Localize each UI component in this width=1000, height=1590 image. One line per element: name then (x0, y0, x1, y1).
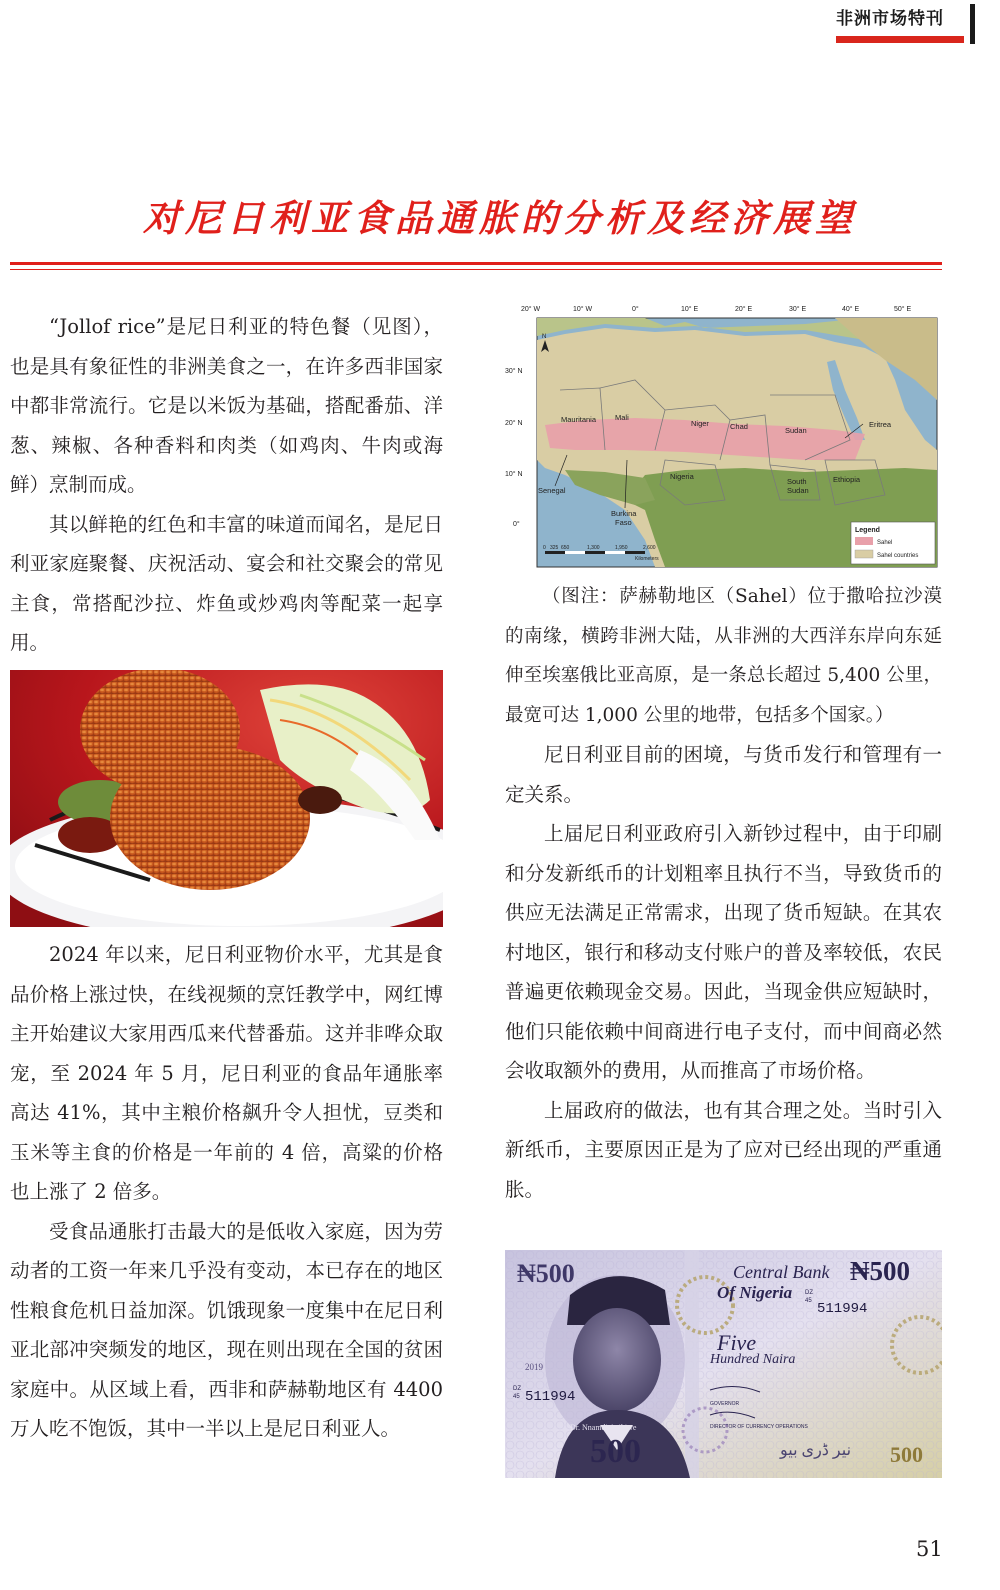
svg-text:1,300: 1,300 (587, 545, 600, 551)
banknote-denomination-left: ₦500 (517, 1259, 575, 1288)
lon-label: 30° E (789, 306, 807, 313)
lon-label: 40° E (842, 306, 860, 313)
svg-text:Sahel: Sahel (877, 540, 893, 546)
map-label-ethiopia: Ethiopia (833, 475, 861, 484)
map-label-chad: Chad (730, 422, 748, 431)
paragraph: 上届尼日利亚政府引入新钞过程中，由于印刷和分发新纸币的计划粗率且执行不当，导致货币的供应无法满足正常需求，出现了货币短缺。在其农村地区，银行和移动支付账户的普及率较低，农民普遍更依赖现金交易。因此，当现金供应短缺时，他们只能依赖中间商进行电子支付，而中间商必然会收取额外的费用，从而推高了市场价格。 (505, 822, 942, 1082)
banknote-value-bottom-left: 500 (590, 1433, 641, 1470)
title-rule-thick (10, 262, 942, 265)
banknote-serial-bottom: 511994 (525, 1389, 576, 1405)
map-label-mauritania: Mauritania (561, 415, 597, 424)
right-column-body (505, 735, 942, 1209)
lat-label: 10° N (505, 471, 523, 478)
svg-text:1,950: 1,950 (615, 545, 628, 551)
svg-text:GOVERNOR: GOVERNOR (710, 1401, 740, 1407)
page-number: 51 (916, 1537, 943, 1561)
banknote-value-bottom-right: 500 (890, 1442, 923, 1467)
lat-label: 0° (513, 521, 520, 528)
svg-text:Kilometers: Kilometers (635, 556, 659, 562)
lon-label: 50° E (894, 306, 912, 313)
paragraph: 其以鲜艳的红色和丰富的味道而闻名，是尼日利亚家庭聚餐、庆祝活动、宴会和社交聚会的常见主食，常搭配沙拉、炸鱼或炒鸡肉等配菜一起享用。 (10, 512, 443, 654)
banknote-bank-name-line2: Of Nigeria (717, 1283, 793, 1302)
sahel-map (505, 300, 942, 572)
map-label-senegal: Senegal (538, 486, 566, 495)
north-label: N (542, 334, 547, 340)
article-title: 对尼日利亚食品通胀的分析及经济展望 (143, 197, 857, 240)
lon-label: 0° (632, 306, 639, 313)
paragraph: 2024 年以来，尼日利亚物价水平，尤其是食品价格上涨过快，在线视频的烹饪教学中，网红博主开始建议大家用西瓜来代替番茄。这并非哗众取宠，至 2024 年 5 月，尼日利亚的食品年通胀率高达 41%，其中主粮价格飙升令人担忧，豆类和玉米等主食的价格是一年前的 4 倍，高粱的价格也上涨了 2 倍多。 (10, 943, 443, 1203)
banknote-bank-name-line1: Central Bank (733, 1262, 830, 1282)
lon-label: 10° W (573, 306, 593, 313)
lat-label: 30° N (505, 368, 523, 375)
title-rule-thin (10, 269, 942, 270)
jollof-rice-photo (10, 670, 443, 927)
naira-500-banknote (505, 1250, 942, 1478)
section-label: 非洲市场特刊 (836, 9, 944, 29)
banknote-amount-word: Five (717, 1330, 757, 1355)
banknote-year: 2019 (525, 1362, 543, 1372)
lon-label: 20° W (521, 306, 541, 313)
svg-text:DZ: DZ (805, 1290, 813, 1296)
svg-text:650: 650 (561, 545, 570, 551)
map-label-sudan: Sudan (785, 426, 807, 435)
svg-text:45: 45 (805, 1298, 812, 1304)
map-label-south-sudan-line1: South (787, 477, 807, 486)
svg-text:DZ: DZ (513, 1386, 521, 1392)
banknote-portrait-name: Dr. Nnamdi Azikiwe (570, 1423, 637, 1432)
map-label-nigeria: Nigeria (670, 472, 694, 481)
paragraph: 尼日利亚目前的困境，与货币发行和管理有一定关系。 (505, 743, 942, 806)
map-label-eritrea: Eritrea (869, 420, 892, 429)
left-column-intro (10, 307, 443, 663)
header-vertical-bar (970, 4, 975, 44)
svg-text:Legend: Legend (855, 527, 880, 534)
map-caption: （图注：萨赫勒地区（Sahel）位于撒哈拉沙漠的南缘，横跨非洲大陆，从非洲的大西洋东岸向东延伸至埃塞俄比亚高原，是一条总长超过 5,400 公里，最宽可达 1,000 公里的地带，包括多个国家。） (505, 586, 942, 726)
banknote-serial-top: 511994 (817, 1301, 868, 1317)
paragraph: “Jollof rice”是尼日利亚的特色餐（见图），也是具有象征性的非洲美食之一，在许多西非国家中都非常流行。它是以米饭为基础，搭配番茄、洋葱、辣椒、各种香料和肉类（如鸡肉、牛肉或海鲜）烹制而成。 (10, 315, 443, 496)
svg-text:45: 45 (513, 1394, 520, 1400)
lon-label: 20° E (735, 306, 753, 313)
banknote-ajami-text: نير ڈرى بيو (780, 1442, 852, 1459)
map-label-niger: Niger (691, 419, 709, 428)
lat-label: 20° N (505, 420, 523, 427)
svg-text:0: 0 (543, 545, 546, 551)
paragraph: 受食品通胀打击最大的是低收入家庭，因为劳动者的工资一年来几乎没有变动，本已存在的地区性粮食危机日益加深。饥饿现象一度集中在尼日利亚北部冲突频发的地区，现在则出现在全国的贫困家庭中。从区域上看，西非和萨赫勒地区有 4400 万人吃不饱饭，其中一半以上是尼日利亚人。 (10, 1219, 443, 1440)
banknote-denomination-right: ₦500 (850, 1256, 910, 1286)
map-label-mali: Mali (615, 413, 629, 422)
map-legend (851, 522, 935, 564)
lon-label: 10° E (681, 306, 699, 313)
svg-text:Sahel countries: Sahel countries (877, 553, 919, 559)
paragraph: 上届政府的做法，也有其合理之处。当时引入新纸币，主要原因正是为了应对已经出现的严重通胀。 (505, 1098, 942, 1201)
banknote-amount-words-line2: Hundred Naira (710, 1352, 796, 1367)
map-label-south-sudan-line2: Sudan (787, 486, 809, 495)
map-label-burkina-line2: Faso (615, 518, 632, 527)
header-red-bar (836, 36, 964, 43)
svg-text:325: 325 (550, 545, 559, 551)
svg-text:2,600: 2,600 (643, 545, 656, 551)
svg-text:DIRECTOR OF CURRENCY OPERATION: DIRECTOR OF CURRENCY OPERATIONS (710, 1424, 808, 1430)
map-label-burkina-line1: Burkina (611, 509, 637, 518)
left-column-body (10, 935, 443, 1449)
